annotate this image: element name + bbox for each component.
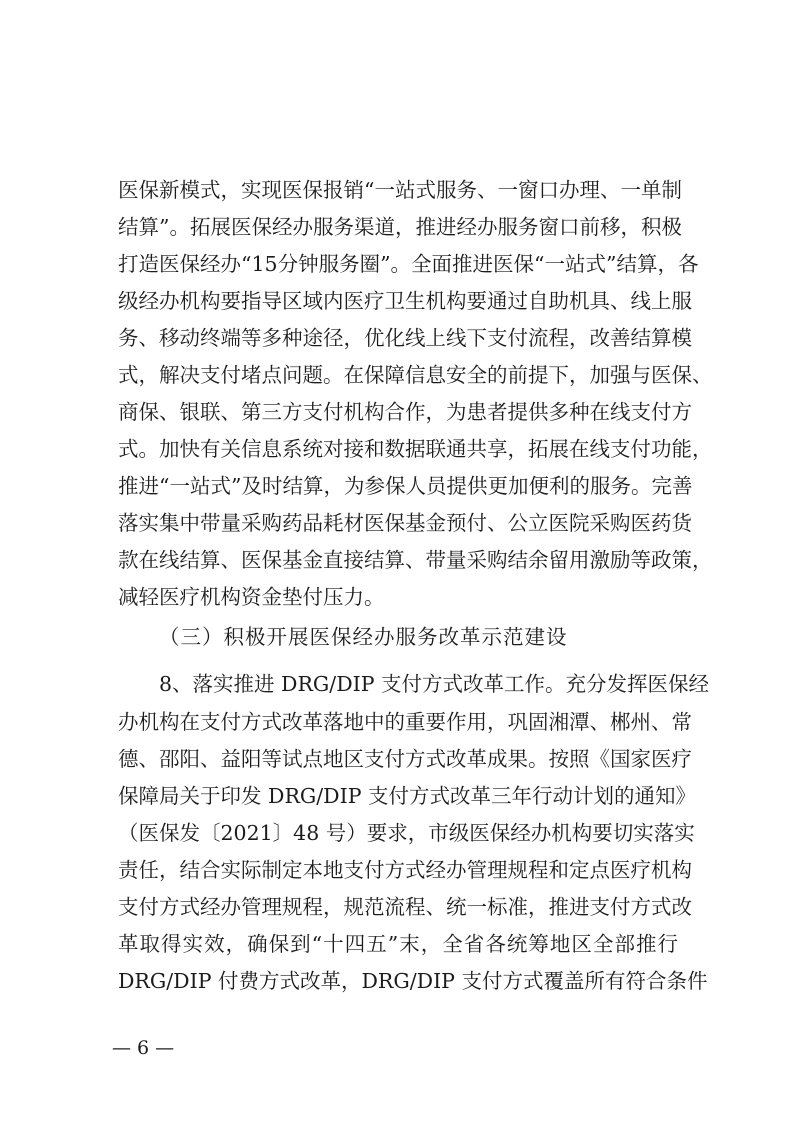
body-line: 商保、银联、第三方支付机构合作，为患者提供多种在线支付方 — [118, 400, 692, 424]
body-line: 务、移动终端等多种途径，优化线上线下支付流程，改善结算模 — [118, 326, 692, 350]
body-line: 式，解决支付堵点问题。在保障信息安全的前提下，加强与医保、 — [118, 363, 713, 387]
section-heading: （三）积极开展医保经办服务改革示范建设 — [159, 625, 568, 649]
body-line: 革取得实效，确保到“十四五”末，全省各统筹地区全部推行 — [118, 932, 678, 956]
body-line: 8、落实推进 DRG/DIP 支付方式改革工作。充分发挥医保经 — [159, 672, 710, 696]
body-line: 推进“一站式”及时结算，为参保人员提供更加便利的服务。完善 — [118, 474, 693, 498]
body-line: 落实集中带量采购药品耗材医保基金预付、公立医院采购医药货 — [118, 511, 692, 535]
body-line: 打造医保经办“15分钟服务圈”。全面推进医保“一站式”结算，各 — [118, 252, 699, 276]
body-line: 级经办机构要指导区域内医疗卫生机构要通过自助机具、线上服 — [118, 289, 692, 313]
body-line: 减轻医疗机构资金垫付压力。 — [118, 585, 385, 609]
body-line: （医保发〔2021〕48 号）要求，市级医保经办机构要切实落实 — [118, 821, 695, 845]
body-line: 保障局关于印发 DRG/DIP 支付方式改革三年行动计划的通知》 — [118, 784, 697, 808]
body-line: 德、邵阳、益阳等试点地区支付方式改革成果。按照《国家医疗 — [118, 747, 692, 771]
body-line: 结算”。拓展医保经办服务渠道，推进经办服务窗口前移，积极 — [118, 215, 682, 239]
body-line: DRG/DIP 付费方式改革，DRG/DIP 支付方式覆盖所有符合条件 — [118, 969, 708, 993]
page-number: — 6 — — [112, 1037, 175, 1059]
body-line: 支付方式经办管理规程，规范流程、统一标准，推进支付方式改 — [118, 895, 692, 919]
body-line: 责任，结合实际制定本地支付方式经办管理规程和定点医疗机构 — [118, 858, 692, 882]
body-line: 式。加快有关信息系统对接和数据联通共享，拓展在线支付功能， — [118, 437, 713, 461]
body-line: 医保新模式，实现医保报销“一站式服务、一窗口办理、一单制 — [118, 178, 682, 202]
body-line: 款在线结算、医保基金直接结算、带量采购结余留用激励等政策， — [118, 548, 713, 572]
body-line: 办机构在支付方式改革落地中的重要作用，巩固湘潭、郴州、常 — [118, 710, 692, 734]
